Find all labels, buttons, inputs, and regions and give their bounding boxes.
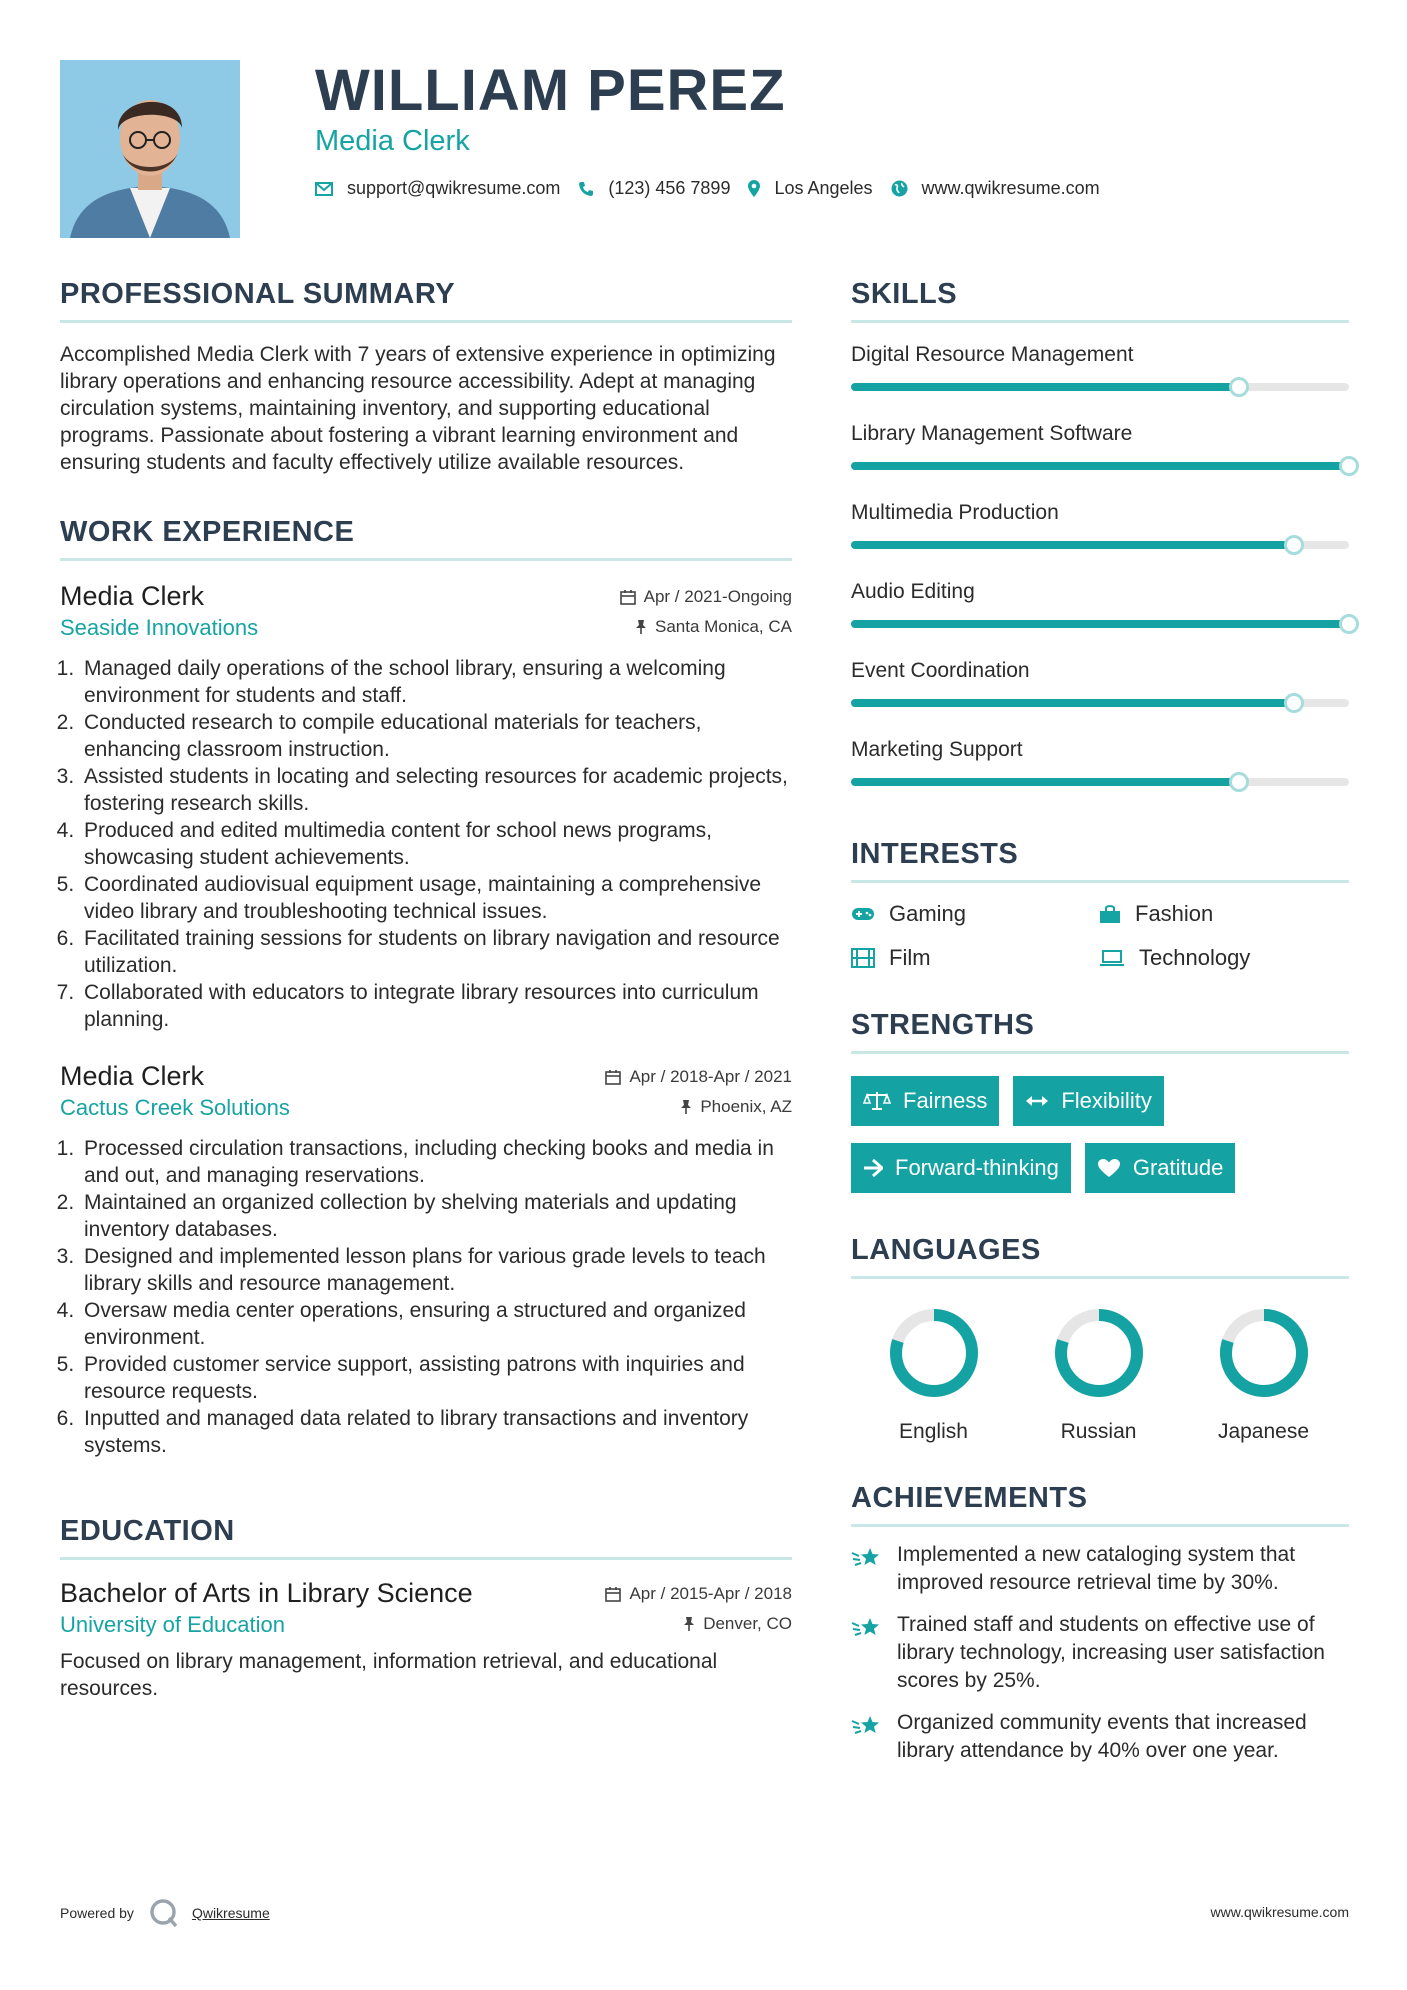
achievements-section <box>851 1480 1349 1765</box>
language-gauge <box>1051 1305 1147 1401</box>
education-location-text: Denver, CO <box>703 1614 792 1633</box>
education-dates <box>605 1584 792 1604</box>
arrow-right-icon <box>863 1159 883 1177</box>
skill-item <box>851 578 1349 628</box>
achievements-divider <box>851 1524 1349 1527</box>
education-heading: EDUCATION <box>60 1515 235 1547</box>
languages-heading: LANGUAGES <box>851 1234 1041 1266</box>
degree-title: Bachelor of Arts in Library Science <box>60 1578 473 1608</box>
skill-name: Library Management Software <box>851 422 1133 445</box>
arrows-horizontal-icon <box>1025 1094 1049 1108</box>
calendar-icon <box>620 589 636 605</box>
interest-label: Gaming <box>889 901 967 926</box>
qwikresume-logo-icon <box>148 1898 182 1928</box>
list-item: 2. Conducted research to compile educational materials for teachers, enhancing classroom instruction. <box>80 709 792 763</box>
achievement-text: Trained staff and students on effective use of library technology, increasing user satisfaction scores by 25%. <box>897 1613 1325 1692</box>
achievement-text: Implemented a new cataloging system that improved resource retrieval time by 30%. <box>897 1543 1296 1594</box>
right-column <box>851 276 1349 1765</box>
list-item: 5. Provided customer service support, assisting patrons with inquiries and resource requests. <box>80 1351 792 1405</box>
gamepad-icon <box>851 906 875 922</box>
skills-list <box>851 341 1349 786</box>
job-title: Media Clerk <box>60 1061 205 1091</box>
candidate-role: Media Clerk <box>315 125 470 157</box>
strengths-divider <box>851 1051 1349 1054</box>
list-item: 6. Inputted and managed data related to library transactions and inventory systems. <box>80 1405 792 1459</box>
job-dates-text: Apr / 2018-Apr / 2021 <box>629 1067 792 1086</box>
job-location-text: Phoenix, AZ <box>700 1097 792 1116</box>
list-item: 6. Facilitated training sessions for students on library navigation and resource utilization. <box>80 925 792 979</box>
list-item: 7. Collaborated with educators to integrate library resources into curriculum planning. <box>80 979 792 1033</box>
interest-label: Film <box>889 945 931 970</box>
skill-bar-knob <box>1229 772 1249 792</box>
list-item: 3. Assisted students in locating and selecting resources for academic projects, fostering research skills. <box>80 763 792 817</box>
language-item <box>1181 1305 1346 1444</box>
job-dates-text: Apr / 2021-Ongoing <box>643 587 792 606</box>
laptop-icon <box>1099 949 1125 967</box>
globe-icon <box>891 180 908 197</box>
list-item: 1. Managed daily operations of the school library, ensuring a welcoming environment for students and staff. <box>80 655 792 709</box>
experience-divider <box>60 558 792 561</box>
language-item <box>1016 1305 1181 1444</box>
strength-chip <box>851 1143 1071 1193</box>
skill-bar-fill <box>851 383 1239 391</box>
language-item <box>851 1305 1016 1444</box>
job-title: Media Clerk <box>60 581 205 611</box>
skills-heading: SKILLS <box>851 278 958 310</box>
job-location <box>635 617 792 637</box>
contact-website[interactable] <box>891 178 1100 199</box>
education-dates-text: Apr / 2015-Apr / 2018 <box>629 1584 792 1603</box>
summary-heading: PROFESSIONAL SUMMARY <box>60 278 456 310</box>
pin-icon <box>680 1099 692 1115</box>
skill-item <box>851 341 1349 391</box>
company-name: Seaside Innovations <box>60 615 259 640</box>
shooting-star-icon <box>851 1615 883 1641</box>
skill-bar-track <box>851 541 1349 549</box>
pin-icon <box>635 619 647 635</box>
job-bullets <box>60 655 792 1033</box>
skill-bar-fill <box>851 778 1239 786</box>
education-section <box>60 1513 792 1702</box>
summary-section <box>60 276 792 476</box>
brand-link[interactable]: Qwikresume <box>191 1905 270 1921</box>
job-location <box>680 1097 792 1117</box>
list-item: 4. Oversaw media center operations, ensuring a structured and organized environment. <box>80 1297 792 1351</box>
job-dates <box>605 1067 792 1087</box>
school-name: University of Education <box>60 1612 285 1637</box>
achievement-item <box>851 1709 1349 1765</box>
skill-name: Multimedia Production <box>851 501 1059 524</box>
contact-phone[interactable] <box>578 178 730 199</box>
interests-heading: INTERESTS <box>851 838 1019 870</box>
summary-text: Accomplished Media Clerk with 7 years of extensive experience in optimizing library operations and enhancing resource accessibility. Adept at managing circulation systems, maintaining inventory, and supporting educational programs. Passionate about fostering a vibrant learning environment and ensuring students and faculty effectively utilize available resources. <box>60 343 776 474</box>
contact-bar <box>315 178 1118 199</box>
job-entry <box>60 1059 792 1459</box>
skill-bar-track <box>851 462 1349 470</box>
job-location-text: Santa Monica, CA <box>654 617 792 636</box>
skill-item <box>851 420 1349 470</box>
skill-bar-fill <box>851 541 1294 549</box>
shooting-star-icon <box>851 1545 883 1571</box>
skill-item <box>851 736 1349 786</box>
language-name: Russian <box>1060 1420 1137 1443</box>
interest-item <box>851 945 1099 971</box>
skill-bar-track <box>851 383 1349 391</box>
contact-website-text: www.qwikresume.com <box>921 178 1100 198</box>
skill-bar-track <box>851 699 1349 707</box>
envelope-icon <box>315 182 333 196</box>
education-entry <box>60 1576 792 1702</box>
strengths-section <box>851 1007 1349 1210</box>
skill-bar-knob <box>1339 456 1359 476</box>
left-column <box>60 276 792 1702</box>
company-name: Cactus Creek Solutions <box>60 1095 290 1120</box>
powered-by-label: Powered by <box>60 1905 134 1921</box>
skill-name: Audio Editing <box>851 580 975 603</box>
footer-powered <box>60 1898 270 1928</box>
experience-heading: WORK EXPERIENCE <box>60 516 355 548</box>
skill-bar-fill <box>851 462 1349 470</box>
contact-location-text: Los Angeles <box>774 178 873 198</box>
languages-section <box>851 1232 1349 1444</box>
skill-item <box>851 499 1349 549</box>
interest-item <box>1099 945 1347 971</box>
strengths-heading: STRENGTHS <box>851 1009 1035 1041</box>
education-location <box>683 1614 792 1634</box>
interest-item <box>851 901 1099 927</box>
strength-label: Gratitude <box>1132 1155 1224 1180</box>
shooting-star-icon <box>851 1713 883 1739</box>
skill-bar-knob <box>1229 377 1249 397</box>
achievement-text: Organized community events that increased library attendance by 40% over one year. <box>897 1711 1307 1762</box>
contact-location <box>748 178 872 199</box>
job-bullets <box>60 1135 792 1459</box>
achievements-heading: ACHIEVEMENTS <box>851 1482 1088 1514</box>
skills-divider <box>851 320 1349 323</box>
list-item: 5. Coordinated audiovisual equipment usage, maintaining a comprehensive video library and troubleshooting technical issues. <box>80 871 792 925</box>
achievement-item <box>851 1611 1349 1695</box>
list-item: 2. Maintained an organized collection by shelving materials and updating inventory databases. <box>80 1189 792 1243</box>
interests-section <box>851 836 1349 971</box>
interest-item <box>1099 901 1347 927</box>
skill-name: Digital Resource Management <box>851 343 1134 366</box>
job-dates <box>620 587 792 607</box>
skill-item <box>851 657 1349 707</box>
language-gauge <box>886 1305 982 1401</box>
skill-bar-fill <box>851 699 1294 707</box>
summary-divider <box>60 320 792 323</box>
strength-chip <box>851 1076 999 1126</box>
contact-phone-text: (123) 456 7899 <box>608 178 731 198</box>
education-description: Focused on library management, information retrieval, and educational resources. <box>60 1650 718 1700</box>
skill-bar-track <box>851 620 1349 628</box>
education-divider <box>60 1557 792 1560</box>
balance-scale-icon <box>863 1091 891 1111</box>
strength-label: Flexibility <box>1061 1088 1152 1113</box>
phone-icon <box>578 181 594 197</box>
skill-bar-knob <box>1339 614 1359 634</box>
heart-icon <box>1097 1158 1121 1178</box>
film-icon <box>851 948 875 968</box>
skill-bar-knob <box>1284 535 1304 555</box>
map-marker-icon <box>748 180 760 197</box>
skills-section <box>851 276 1349 786</box>
pin-icon <box>683 1616 695 1632</box>
list-item: 1. Processed circulation transactions, including checking books and media in and out, and managing reservations. <box>80 1135 792 1189</box>
candidate-name: WILLIAM PEREZ <box>315 58 786 123</box>
strength-label: Fairness <box>903 1088 988 1113</box>
interest-label: Fashion <box>1135 901 1214 926</box>
skill-bar-knob <box>1284 693 1304 713</box>
contact-email[interactable] <box>315 178 560 199</box>
calendar-icon <box>605 1586 621 1602</box>
bag-icon <box>1099 904 1121 924</box>
achievement-item <box>851 1541 1349 1597</box>
strength-label: Forward-thinking <box>895 1155 1059 1180</box>
language-gauge <box>1216 1305 1312 1401</box>
profile-photo <box>60 60 240 238</box>
language-name: English <box>899 1420 968 1443</box>
footer-url[interactable]: www.qwikresume.com <box>1210 1904 1349 1920</box>
skill-name: Marketing Support <box>851 738 1023 761</box>
skill-name: Event Coordination <box>851 659 1030 682</box>
contact-email-text: support@qwikresume.com <box>347 178 561 198</box>
list-item: 3. Designed and implemented lesson plans for various grade levels to teach library skills and resource management. <box>80 1243 792 1297</box>
strength-chip <box>1013 1076 1163 1126</box>
interest-label: Technology <box>1139 945 1251 970</box>
job-entry <box>60 579 792 1033</box>
language-name: Japanese <box>1217 1420 1310 1443</box>
list-item: 4. Produced and edited multimedia content for school news programs, showcasing student achievements. <box>80 817 792 871</box>
languages-divider <box>851 1276 1349 1279</box>
calendar-icon <box>605 1069 621 1085</box>
strength-chip <box>1085 1143 1236 1193</box>
skill-bar-fill <box>851 620 1349 628</box>
interests-divider <box>851 880 1349 883</box>
skill-bar-track <box>851 778 1349 786</box>
experience-section <box>60 514 792 1459</box>
